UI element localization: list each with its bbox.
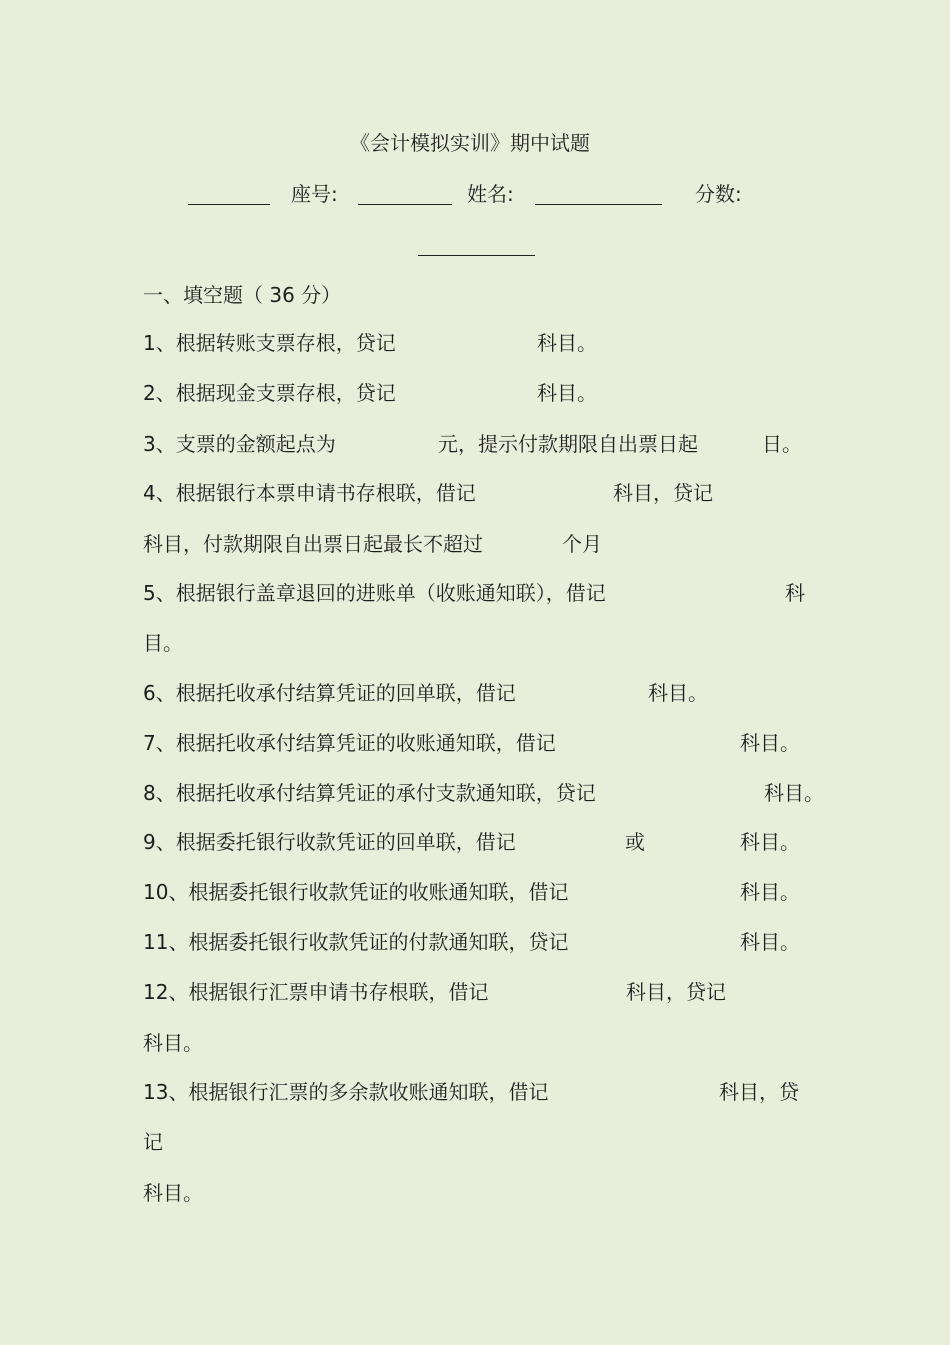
question-9-tail: 科目。 bbox=[740, 830, 800, 854]
question-4-tail: 个月 bbox=[562, 532, 602, 556]
question-5-line2: 目。 bbox=[143, 631, 183, 655]
name-label: 姓名: bbox=[467, 182, 514, 206]
question-4-text: 4、根据银行本票申请书存根联，借记 bbox=[143, 481, 476, 505]
question-3-text: 3、支票的金额起点为 bbox=[143, 432, 336, 456]
question-10-text: 10、根据委托银行收款凭证的收账通知联，借记 bbox=[143, 880, 569, 904]
question-1-tail: 科目。 bbox=[537, 331, 597, 355]
question-12-tail: 科目。 bbox=[143, 1031, 203, 1055]
question-2-text: 2、根据现金支票存根，贷记 bbox=[143, 381, 396, 405]
question-11-tail: 科目。 bbox=[740, 930, 800, 954]
question-8-text: 8、根据托收承付结算凭证的承付支款通知联，贷记 bbox=[143, 781, 596, 805]
question-10-tail: 科目。 bbox=[740, 880, 800, 904]
question-3-mid: 元，提示付款期限自出票日起 bbox=[438, 432, 698, 456]
question-3-tail: 日。 bbox=[762, 432, 802, 456]
exam-title: 《会计模拟实训》期中试题 bbox=[350, 131, 590, 155]
question-5-text: 5、根据银行盖章退回的进账单（收账通知联），借记 bbox=[143, 581, 606, 605]
question-1-text: 1、根据转账支票存根，贷记 bbox=[143, 331, 396, 355]
question-2-tail: 科目。 bbox=[537, 381, 597, 405]
question-5-tail: 科 bbox=[785, 581, 805, 605]
score-label: 分数: bbox=[695, 182, 742, 206]
question-4-line2: 科目，付款期限自出票日起最长不超过 bbox=[143, 532, 483, 556]
class-blank bbox=[188, 204, 270, 205]
section-heading: 一、填空题（ 36 分） bbox=[143, 283, 342, 307]
question-13-line2: 记 bbox=[143, 1130, 163, 1154]
question-9-mid: 或 bbox=[625, 830, 645, 854]
score-blank bbox=[418, 255, 535, 256]
question-7-tail: 科目。 bbox=[740, 731, 800, 755]
question-13-mid: 科目，贷 bbox=[719, 1080, 799, 1104]
seat-label: 座号: bbox=[291, 182, 338, 206]
question-11-text: 11、根据委托银行收款凭证的付款通知联，贷记 bbox=[143, 930, 569, 954]
question-6-text: 6、根据托收承付结算凭证的回单联，借记 bbox=[143, 681, 516, 705]
question-8-tail: 科目。 bbox=[764, 781, 824, 805]
question-4-mid: 科目，贷记 bbox=[613, 481, 713, 505]
question-9-text: 9、根据委托银行收款凭证的回单联，借记 bbox=[143, 830, 516, 854]
question-12-mid: 科目，贷记 bbox=[626, 980, 726, 1004]
question-13-text: 13、根据银行汇票的多余款收账通知联，借记 bbox=[143, 1080, 549, 1104]
question-7-text: 7、根据托收承付结算凭证的收账通知联，借记 bbox=[143, 731, 556, 755]
question-6-tail: 科目。 bbox=[648, 681, 708, 705]
question-12-text: 12、根据银行汇票申请书存根联，借记 bbox=[143, 980, 489, 1004]
question-13-tail: 科目。 bbox=[143, 1181, 203, 1205]
seat-blank bbox=[358, 204, 452, 205]
name-blank bbox=[535, 204, 662, 205]
